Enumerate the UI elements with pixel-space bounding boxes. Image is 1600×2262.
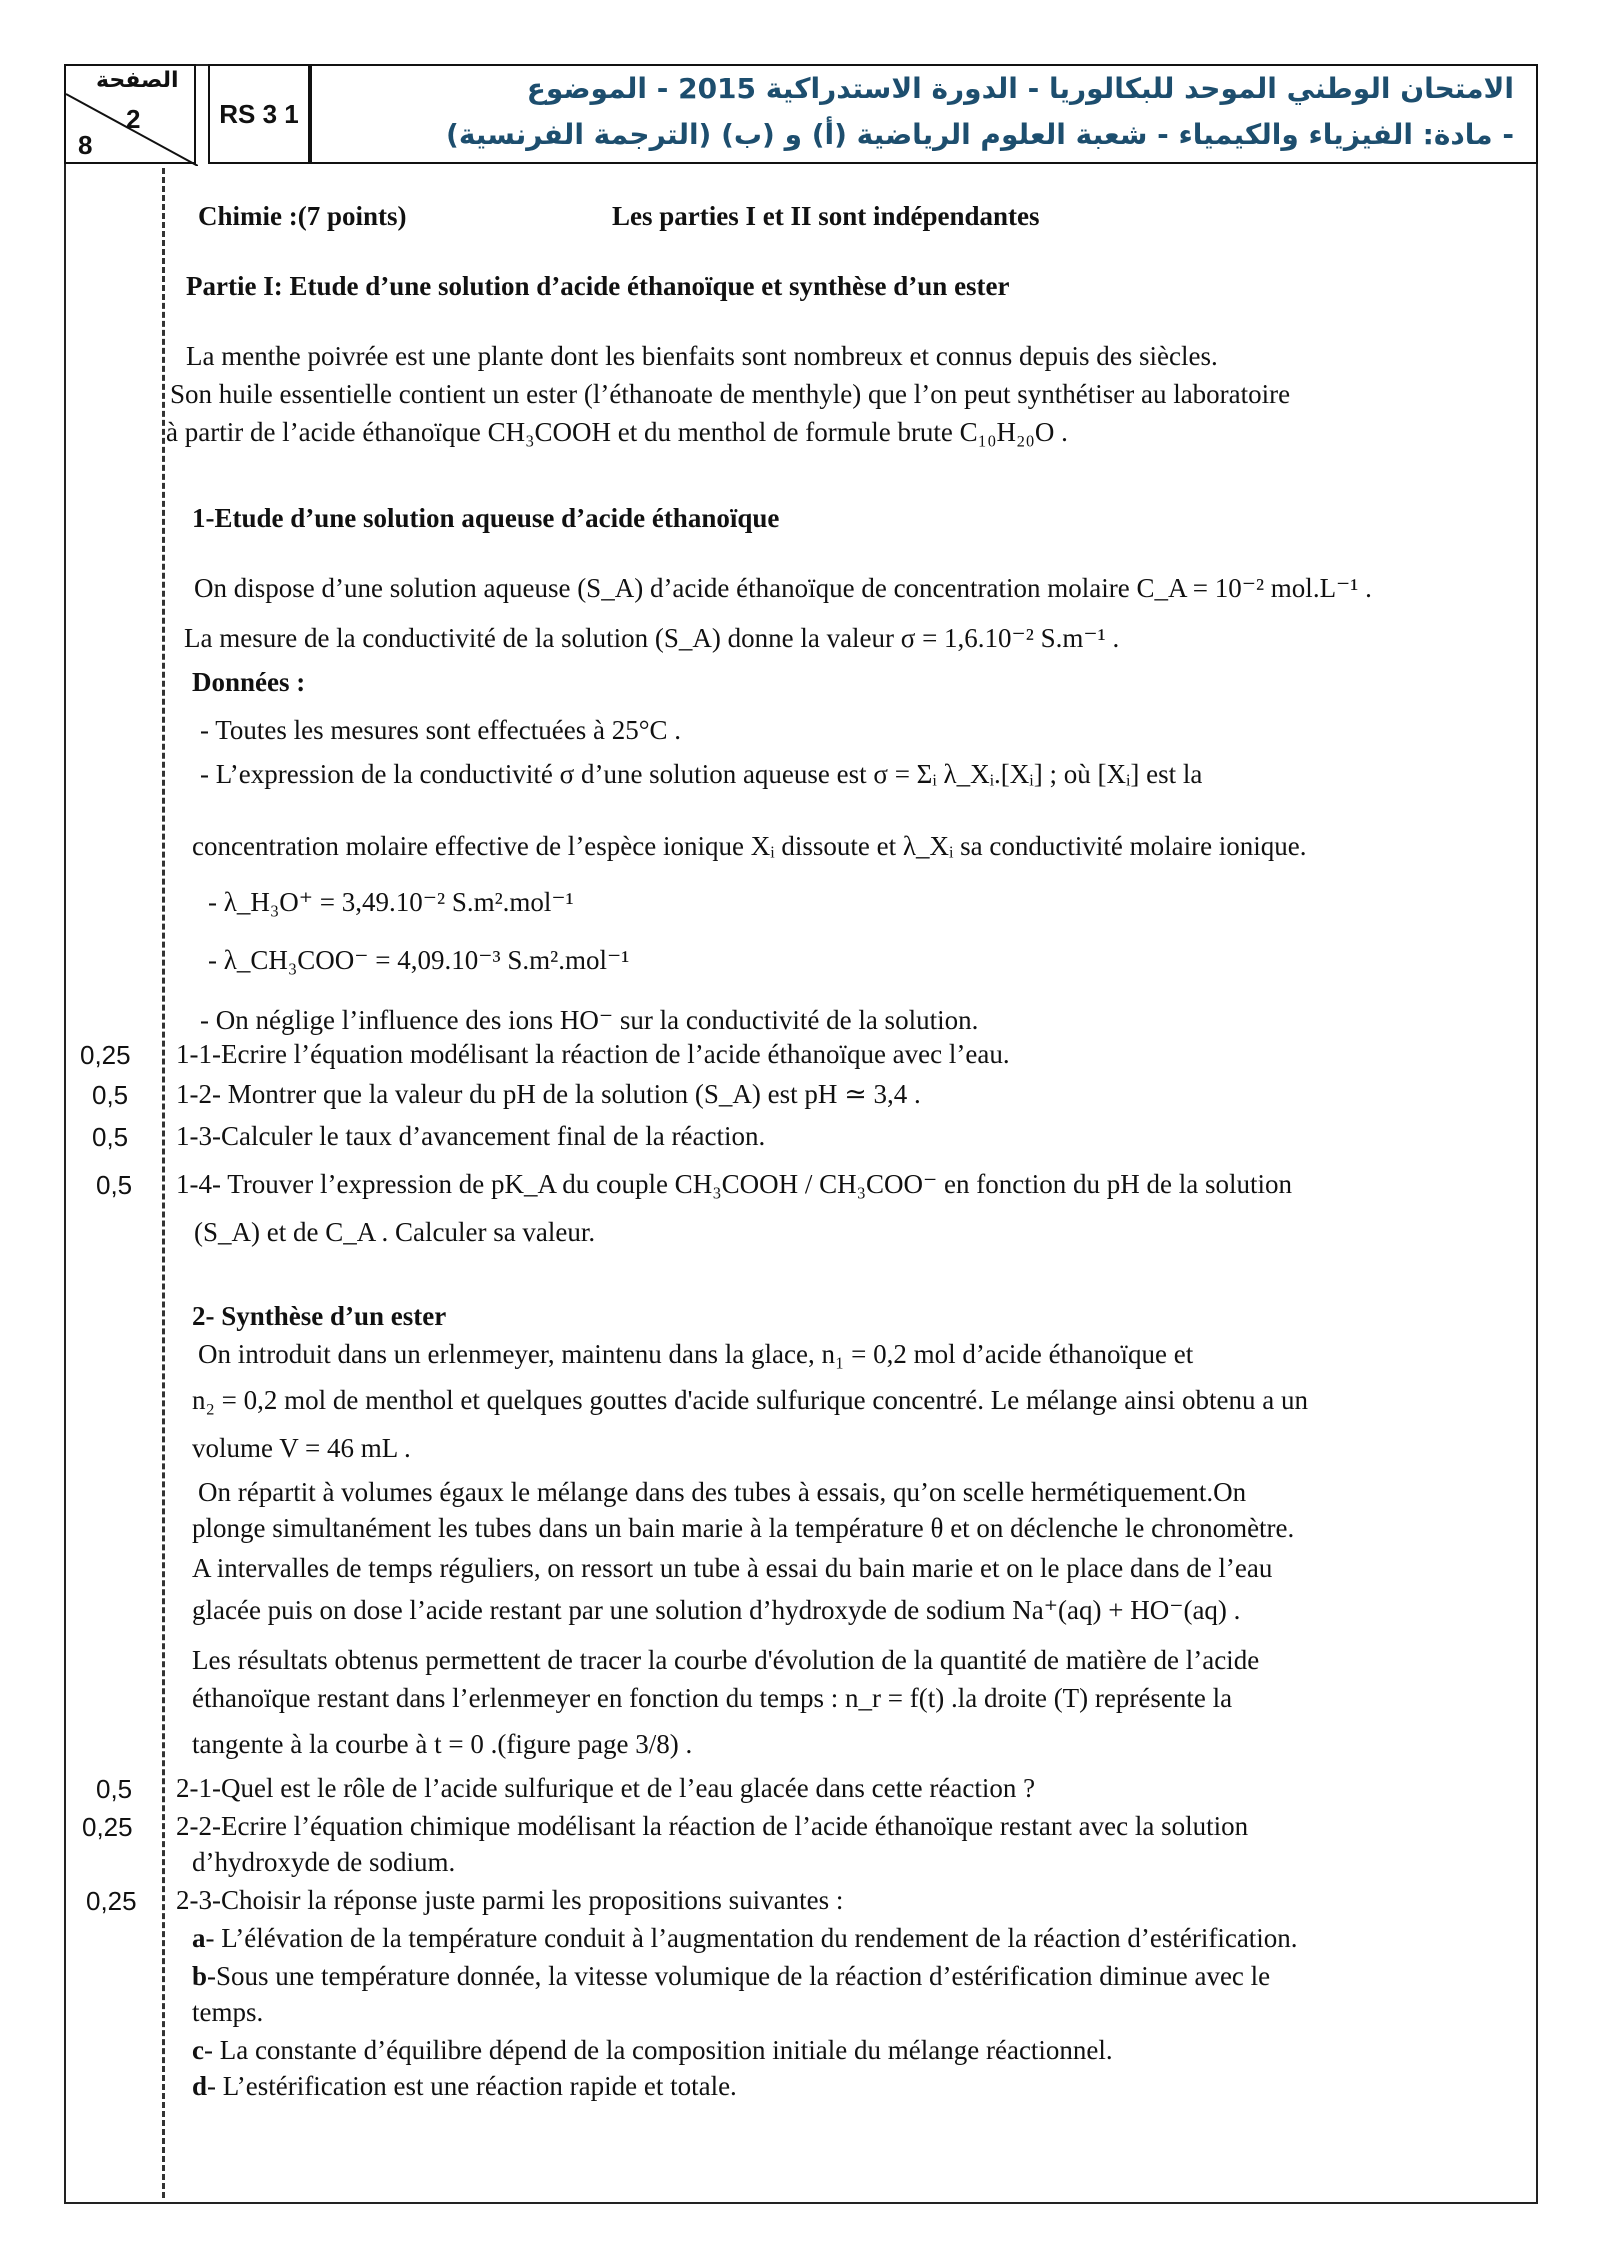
question-text: 2-3-Choisir la réponse juste parmi les propositions suivantes : [176,1885,844,1915]
section2-line: tangente à la courbe à t = 0 .(figure page 3/8) . [192,1729,693,1759]
data-line: - Toutes les mesures sont effectuées à 25°C . [200,715,682,745]
question-score: 0,25 [82,1812,133,1842]
intro-line: à partir de l’acide éthanoïque CH₃COOH et du menthol de formule brute C₁₀H₂₀O . [166,417,1068,447]
section2-line: glacée puis on dose l’acide restant par une solution d’hydroxyde de sodium Na⁺(aq) + HO⁻(aq) . [192,1595,1241,1625]
question-score: 0,25 [80,1040,131,1070]
section2-line: Les résultats obtenus permettent de tracer la courbe d'évolution de la quantité de matière de l’acide [192,1645,1260,1675]
section1-title: 1-Etude d’une solution aqueuse d’acide éthanoïque [192,503,780,533]
choice-c: c- La constante d’équilibre dépend de la composition initiale du mélange réactionnel. [192,2035,1113,2065]
question-text: 2-1-Quel est le rôle de l’acide sulfurique et de l’eau glacée dans cette réaction ? [176,1773,1036,1803]
question-text-cont: (S_A) et de C_A . Calculer sa valeur. [194,1217,596,1247]
section2-line: plonge simultanément les tubes dans un bain marie à la température θ et on déclenche le chronomètre. [192,1513,1295,1543]
question-text: 1-1-Ecrire l’équation modélisant la réaction de l’acide éthanoïque avec l’eau. [176,1039,1010,1069]
exam-title-line1: الامتحان الوطني الموحد للبكالوريا - الدورة الاستدراكية 2015 - الموضوع [526,72,1514,105]
question-text: 1-4- Trouver l’expression de pK_A du couple CH₃COOH / CH₃COO⁻ en fonction du pH de la solution [176,1169,1292,1199]
choice-d: d- L’estérification est une réaction rapide et totale. [192,2071,737,2101]
part1-title: Partie I: Etude d’une solution d’acide éthanoïque et synthèse d’un ester [186,271,1010,301]
section1-line: La mesure de la conductivité de la solution (S_A) donne la valeur σ = 1,6.10⁻² S.m⁻¹ . [184,623,1120,653]
section2-line: volume V = 46 mL . [192,1433,411,1463]
exam-code: RS 3 1 [208,64,310,164]
question-score: 0,5 [96,1170,133,1200]
choice-b: b-Sous une température donnée, la vitesse volumique de la réaction d’estérification diminue avec le [192,1961,1271,1991]
section2-line: On introduit dans un erlenmeyer, maintenu dans la glace, n₁ = 0,2 mol d’acide éthanoïque et [198,1339,1194,1369]
question-score: 0,5 [92,1080,129,1110]
exam-title-line2: - مادة: الفيزياء والكيمياء - شعبة العلوم الرياضية (أ) و (ب) (الترجمة الفرنسية) [446,118,1514,151]
intro-line: La menthe poivrée est une plante dont les bienfaits sont nombreux et connus depuis des siècles. [186,341,1218,371]
section2-line: On répartit à volumes égaux le mélange dans des tubes à essais, qu’on scelle hermétiquement.On [198,1477,1247,1507]
section2-line: n₂ = 0,2 mol de menthol et quelques gouttes d'acide sulfurique concentré. Le mélange ainsi obtenu a un [192,1385,1308,1415]
question-text: 1-2- Montrer que la valeur du pH de la solution (S_A) est pH ≃ 3,4 . [176,1079,921,1109]
data-line: - On néglige l’influence des ions HO⁻ sur la conductivité de la solution. [200,1005,979,1035]
intro-line: Son huile essentielle contient un ester (l’éthanoate de menthyle) que l’on peut synthétiser au laboratoire [170,379,1291,409]
choice-a: a- L’élévation de la température conduit à l’augmentation du rendement de la réaction d’estérification. [192,1923,1298,1953]
section2-title: 2- Synthèse d’un ester [192,1301,447,1331]
question-text: 2-2-Ecrire l’équation chimique modélisant la réaction de l’acide éthanoïque restant avec la solution [176,1811,1249,1841]
question-text-cont: d’hydroxyde de sodium. [192,1847,456,1877]
page-number: 2 [126,104,141,134]
question-score: 0,5 [92,1122,129,1152]
section2-line: éthanoïque restant dans l’erlenmeyer en fonction du temps : n_r = f(t) .la droite (T) représente la [192,1683,1233,1713]
data-line: concentration molaire effective de l’espèce ionique Xᵢ dissoute et λ_Xᵢ sa conductivité molaire ionique. [192,831,1307,861]
section1-line: On dispose d’une solution aqueuse (S_A) d’acide éthanoïque de concentration molaire C_A = 10⁻² mol.L⁻¹ . [194,573,1372,603]
question-score: 0,5 [96,1774,133,1804]
data-title: Données : [192,667,306,697]
data-line: - λ_H₃O⁺ = 3,49.10⁻² S.m².mol⁻¹ [208,887,574,917]
choice-b-cont: temps. [192,1997,264,2027]
question-score: 0,25 [86,1886,137,1916]
section2-line: A intervalles de temps réguliers, on ressort un tube à essai du bain marie et on le place dans de l’eau [192,1553,1273,1583]
total-pages: 8 [78,130,93,160]
data-line: - L’expression de la conductivité σ d’une solution aqueuse est σ = Σᵢ λ_Xᵢ.[Xᵢ] ; où [Xᵢ] est la [200,759,1203,789]
chemistry-heading: Chimie :(7 points) [198,201,407,231]
data-line: - λ_CH₃COO⁻ = 4,09.10⁻³ S.m².mol⁻¹ [208,945,630,975]
independence-note: Les parties I et II sont indépendantes [612,201,1040,231]
page-label: الصفحة [96,68,179,93]
question-text: 1-3-Calculer le taux d’avancement final de la réaction. [176,1121,766,1151]
